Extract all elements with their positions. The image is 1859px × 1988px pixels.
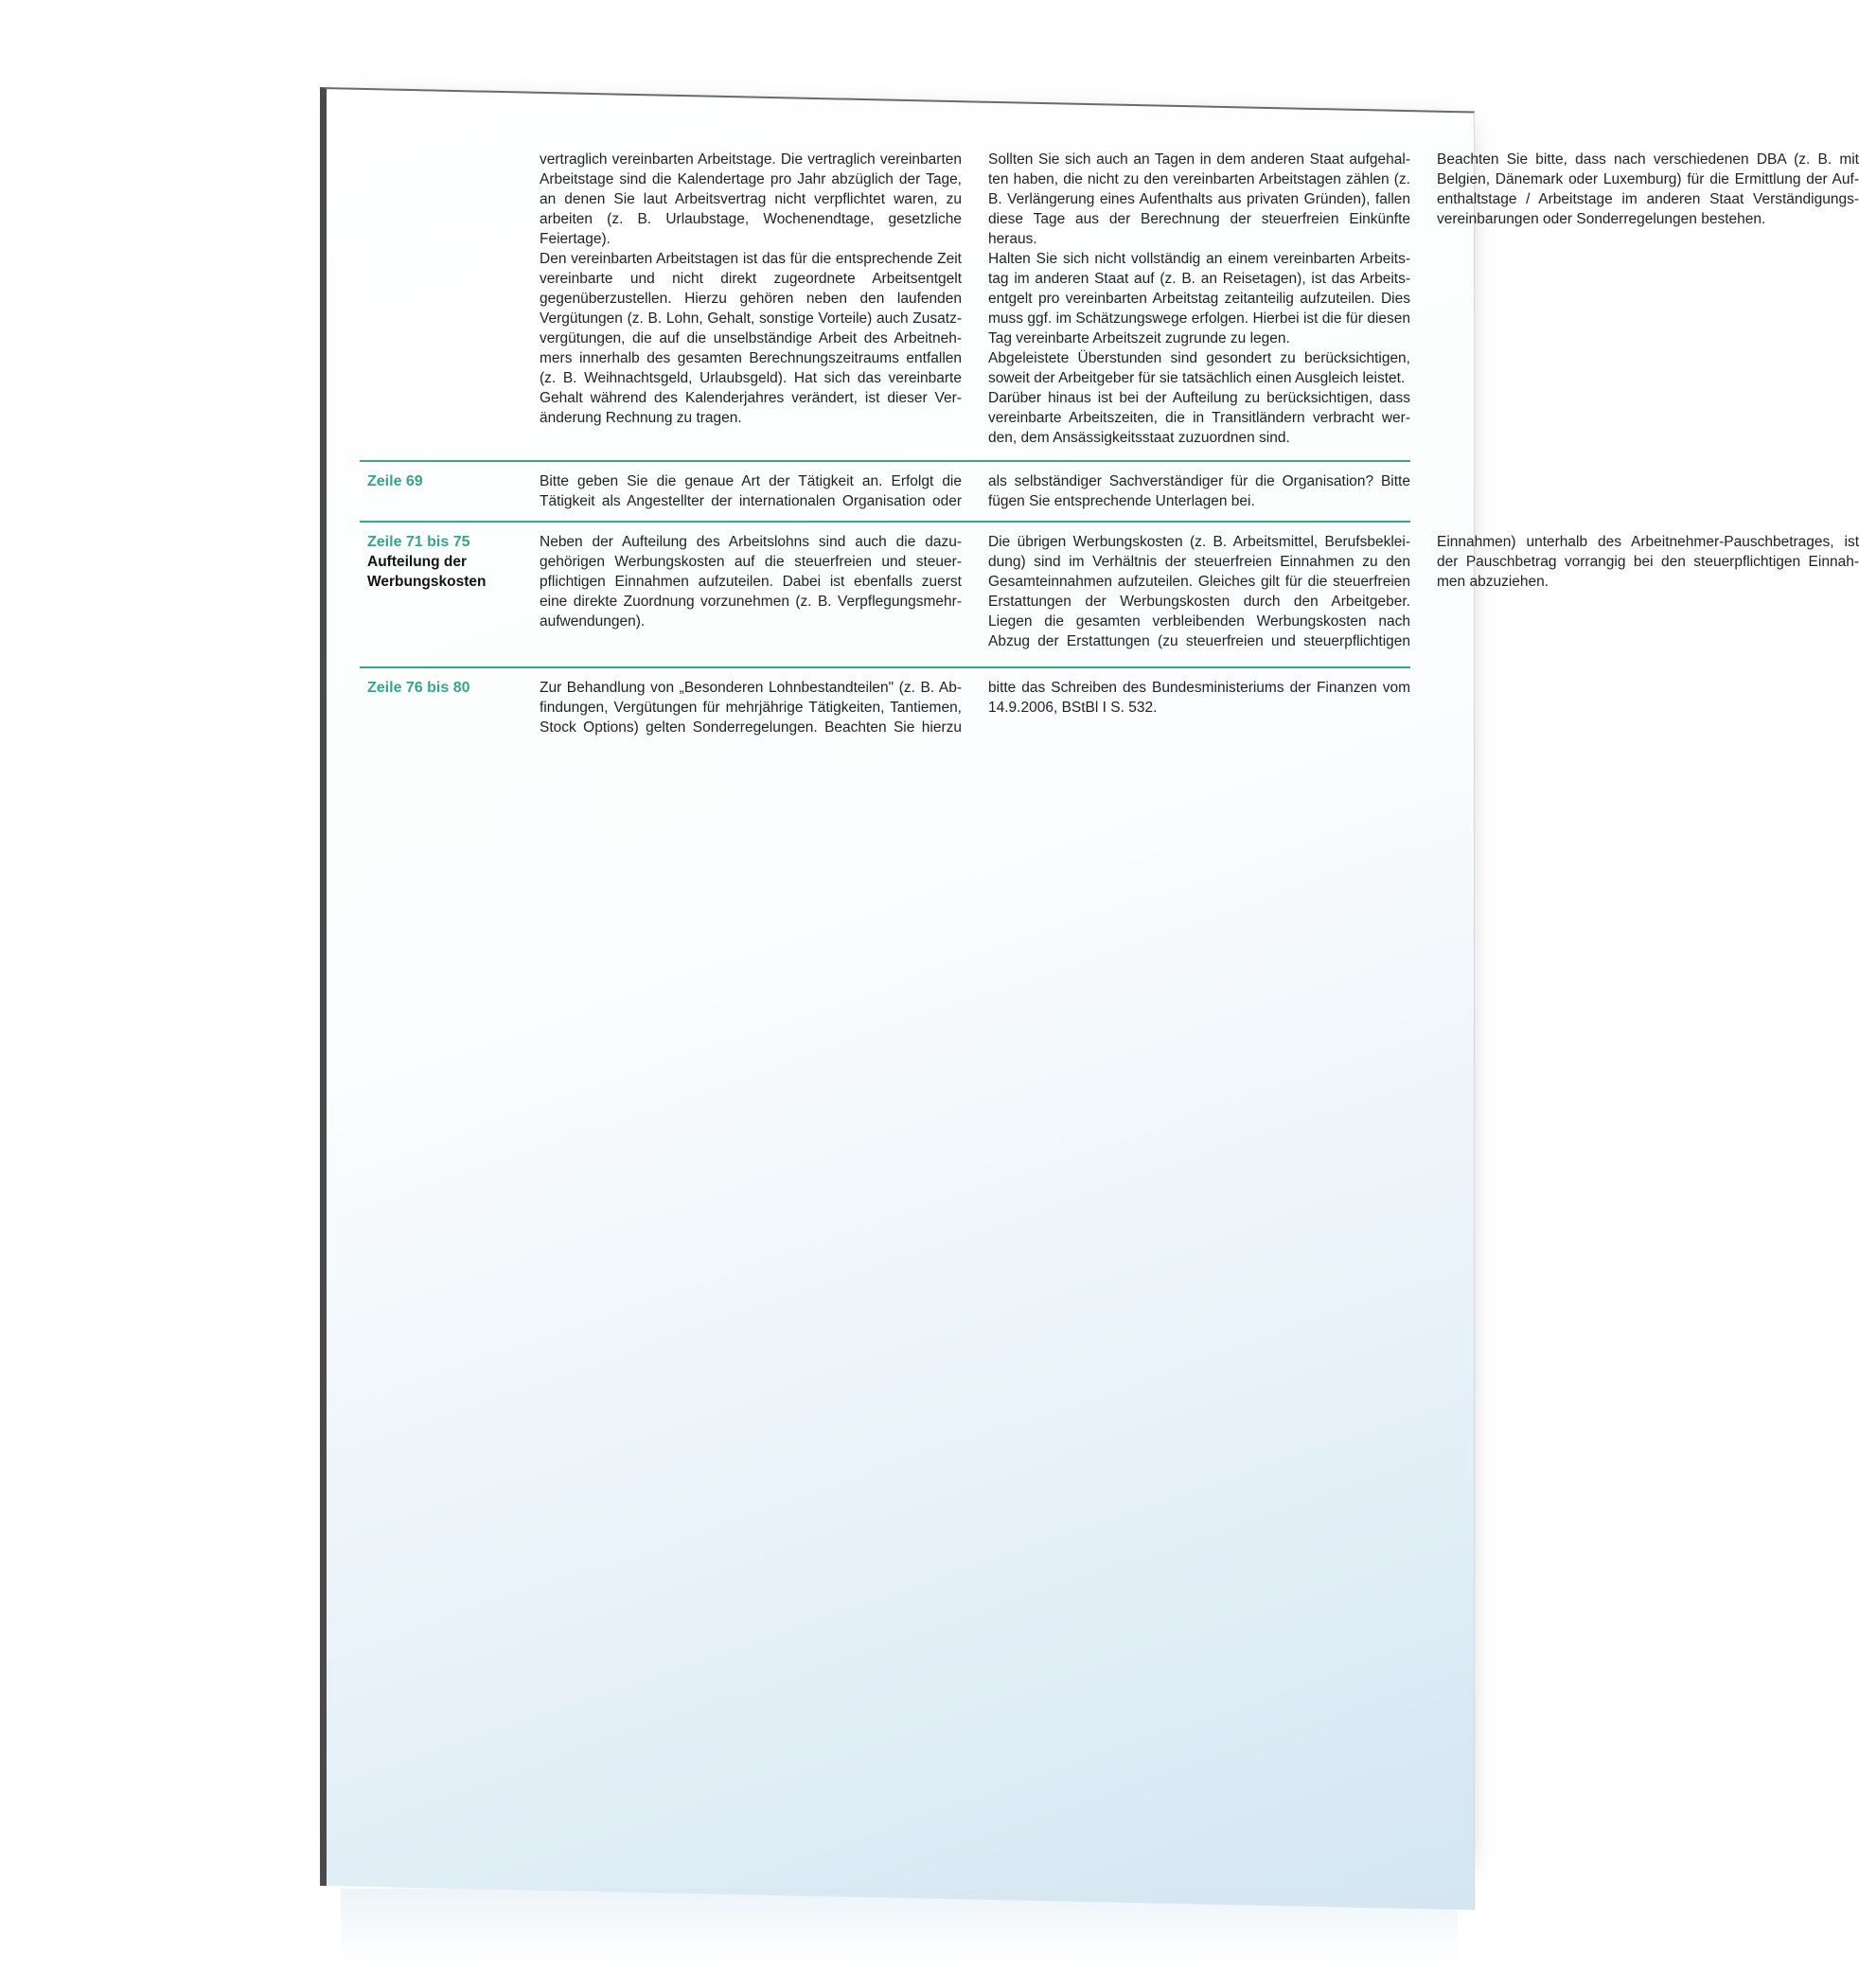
section-continuation bbox=[360, 142, 1859, 460]
paragraph: Die übrigen Werbungskosten (z. B. Arbeitsmittel, Berufsbekleidung) sind im Verhältnis der steuerfreien Einnahmen zu den Gesamteinnahmen aufzuteilen. Gleiches gilt für die steuerfreien Erstattungen der Werbungskosten durch den Arbeitgeber. Liegen die gesamten verbleibenden Werbungskosten nach Abzug der Erstattungen (zu steuerfreien und steuerpflichtigen Einnahmen) unterhalb des Arbeitnehmer-Pauschbetrages, ist der Pauschbetrag vorrangig bei den steuerpflichtigen Einnahmen abzuziehen. bbox=[988, 534, 1859, 649]
section-text-columns bbox=[540, 678, 1410, 738]
paragraph: Den vereinbarten Arbeitstagen ist das für die entsprechende Zeit vereinbarte und nicht direkt zugeordnete Arbeitsentgelt gegenüberzustellen. Hierzu gehören neben den laufenden Vergütungen (z. B. Lohn, Gehalt, sonstige Vorteile) auch Zusatzvergütungen, die auf die unselbständige Arbeit des Arbeitnehmers innerhalb des gesamten Berechnungszeitraums entfallen (z. B. Weihnachtsgeld, Urlaubsgeld). Hat sich das vereinbarte Gehalt während des Kalenderjahres verändert, ist dieser Veränderung Rechnung zu tragen. bbox=[540, 251, 962, 426]
section-sublabel: Aufteilung der Werbungskosten bbox=[367, 554, 487, 590]
paragraph: Beachten Sie bitte, dass nach verschiedenen DBA (z. B. mit Belgien, Dänemark oder Luxemburg) für die Ermittlung der Aufenthaltstage / Arbeitstage im anderen Staat Verständigungsvereinbarungen oder Sonderregelungen bestehen. bbox=[1437, 151, 1859, 227]
section-label-column bbox=[360, 678, 540, 738]
paragraph: Neben der Aufteilung des Arbeitslohns sind auch die dazugehörigen Werbungskosten auf die steuerfreien und steuerpflichtigen Einnahmen aufzuteilen. Dabei ist ebenfalls zuerst eine direkte Zuordnung vorzunehmen (z. B. Verpflegungsmehraufwendungen). bbox=[540, 534, 962, 630]
section-label: Zeile 69 bbox=[367, 473, 423, 489]
section-label-column bbox=[360, 532, 540, 657]
section-label-column bbox=[360, 150, 540, 451]
paragraph: Zur Behandlung von „Besonderen Lohnbestandteilen" (z. B. Abfindungen, Vergütungen für mehrjährige Tätigkeiten, Tantiemen, Stock Options) gelten Sonderregelungen. Beachten Sie hierzu bitte das Schreiben des Bundesministeriums der Finanzen vom 14.9.2006, BStBl I S. 532. bbox=[540, 680, 1410, 736]
section-text-columns bbox=[540, 471, 1410, 511]
section-zeile-71-bis-75 bbox=[360, 521, 1859, 666]
section-zeile-76-bis-80 bbox=[360, 666, 1410, 748]
paragraph: Sollten Sie sich auch an Tagen in dem anderen Staat aufgehalten haben, die nicht zu den vereinbarten Arbeitstagen zählen (z. B. Verlängerung eines Aufenthalts aus privaten Gründen), fallen diese Tage aus der Berechnung der steuerfreien Einkünfte heraus. bbox=[988, 151, 1410, 247]
section-text-columns bbox=[540, 150, 1859, 451]
page-reflection bbox=[341, 1889, 1458, 1964]
paragraph: Abgeleistete Überstunden sind gesondert zu berücksichtigen, soweit der Arbeitgeber für sie tatsächlich einen Ausgleich leistet. bbox=[988, 350, 1410, 386]
paragraph: Bitte geben Sie die genaue Art der Tätigkeit an. Erfolgt die Tätigkeit als Angestellter der internationalen Organisation oder als selbständiger Sachverständiger für die Organisation? Bitte fügen Sie entsprechende Unterlagen bei. bbox=[540, 473, 1410, 509]
paragraph: Darüber hinaus ist bei der Aufteilung zu berücksichtigen, dass vereinbarte Arbeitszeiten, die in Transitländern verbracht werden, dem Ansässigkeitsstaat zuzuordnen sind. bbox=[988, 390, 1410, 446]
paragraph: vertraglich vereinbarten Arbeitstage. Die vertraglich vereinbarten Arbeitstage sind die Kalendertage pro Jahr abzüglich der Tage, an denen Sie laut Arbeitsvertrag nicht verpflichtet waren, zu arbeiten (z. B. Urlaubstage, Wochenendtage, gesetzliche Feiertage). bbox=[540, 151, 962, 247]
paragraph: Halten Sie sich nicht vollständig an einem vereinbarten Arbeitstag im anderen Staat auf (z. B. an Reisetagen), ist das Arbeitsentgelt pro vereinbarten Arbeitstag zeitanteilig aufzuteilen. Dies muss ggf. im Schätzungswege erfolgen. Hierbei ist die für diesen Tag vereinbarte Arbeitszeit zugrunde zu legen. bbox=[988, 251, 1410, 346]
section-label: Zeile 71 bis 75 bbox=[367, 534, 470, 550]
section-text-columns bbox=[540, 532, 1859, 657]
section-label-column bbox=[360, 471, 540, 511]
document-content bbox=[360, 142, 1859, 748]
section-zeile-69 bbox=[360, 460, 1410, 521]
section-label: Zeile 76 bis 80 bbox=[367, 680, 470, 696]
